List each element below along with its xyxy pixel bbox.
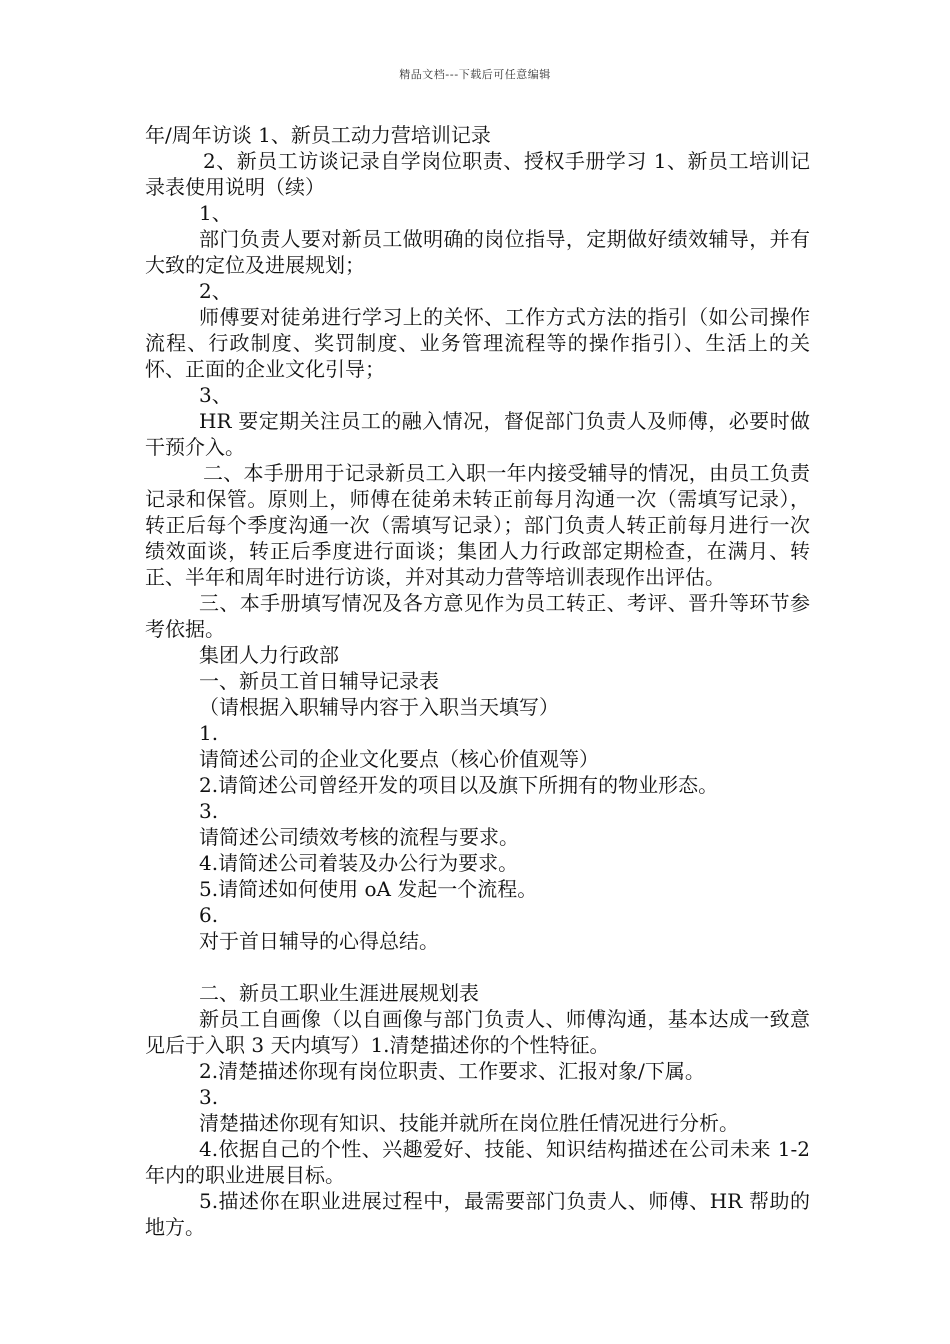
paragraph: 3、 <box>199 383 232 407</box>
paragraph: 请简述公司的企业文化要点（核心价值观等） <box>199 747 599 771</box>
paragraph: HR 要定期关注员工的融入情况，督促部门负责人及师傅，必要时做干预介入。 <box>145 409 810 459</box>
paragraph: 1. <box>199 721 219 745</box>
paragraph: 清楚描述你现有知识、技能并就所在岗位胜任情况进行分析。 <box>199 1111 739 1135</box>
paragraph: 4.请简述公司着装及办公行为要求。 <box>199 851 519 875</box>
page-header: 精品文档---下载后可任意编辑 <box>399 68 551 81</box>
paragraph: 3. <box>199 799 219 823</box>
paragraph: 2.请简述公司曾经开发的项目以及旗下所拥有的物业形态。 <box>199 773 719 797</box>
paragraph: 6. <box>199 903 219 927</box>
paragraph: 二、新员工职业生涯进展规划表 <box>199 981 479 1005</box>
paragraph: 对于首日辅导的心得总结。 <box>199 929 439 953</box>
paragraph: 2、 <box>199 279 232 303</box>
paragraph: 3. <box>199 1085 219 1109</box>
paragraph: 5.请简述如何使用 oA 发起一个流程。 <box>199 877 538 901</box>
paragraph: 年/周年访谈 1、新员工动力营培训记录 <box>145 123 491 147</box>
paragraph: 4.依据自己的个性、兴趣爱好、技能、知识结构描述在公司未来 1-2 年内的职业进展目标。 <box>145 1137 810 1187</box>
paragraph: 2.清楚描述你现有岗位职责、工作要求、汇报对象/下属。 <box>199 1059 705 1083</box>
paragraph: 1、 <box>199 201 232 225</box>
paragraph: 师傅要对徒弟进行学习上的关怀、工作方式方法的指引（如公司操作流程、行政制度、奖罚制度、业务管理流程等的操作指引）、生活上的关怀、正面的企业文化引导； <box>145 305 810 381</box>
paragraph: 5.描述你在职业进展过程中，最需要部门负责人、师傅、HR 帮助的地方。 <box>145 1189 810 1239</box>
paragraph: 集团人力行政部 <box>199 643 339 667</box>
paragraph: 二、本手册用于记录新员工入职一年内接受辅导的情况，由员工负责记录和保管。原则上，师傅在徒弟未转正前每月沟通一次（需填写记录），转正后每个季度沟通一次（需填写记录）；部门负责人转正前每月进行一次绩效面谈，转正后季度进行面谈；集团人力行政部定期检查，在满月、转正、半年和周年时进行访谈，并对其动力营等培训表现作出评估。 <box>145 461 810 589</box>
paragraph: 部门负责人要对新员工做明确的岗位指导，定期做好绩效辅导，并有大致的定位及进展规划； <box>145 227 810 277</box>
paragraph: 新员工自画像（以自画像与部门负责人、师傅沟通，基本达成一致意见后于入职 3 天内填写）1.清楚描述你的个性特征。 <box>145 1007 810 1057</box>
document-body <box>145 122 810 1240</box>
paragraph: 三、本手册填写情况及各方意见作为员工转正、考评、晋升等环节参考依据。 <box>145 591 810 641</box>
paragraph: 请简述公司绩效考核的流程与要求。 <box>199 825 519 849</box>
paragraph: 2、新员工访谈记录自学岗位职责、授权手册学习 1、新员工培训记录表使用说明（续） <box>145 149 810 199</box>
paragraph: 一、新员工首日辅导记录表 <box>199 669 439 693</box>
paragraph: （请根据入职辅导内容于入职当天填写） <box>199 695 559 719</box>
blank-line <box>145 954 810 980</box>
